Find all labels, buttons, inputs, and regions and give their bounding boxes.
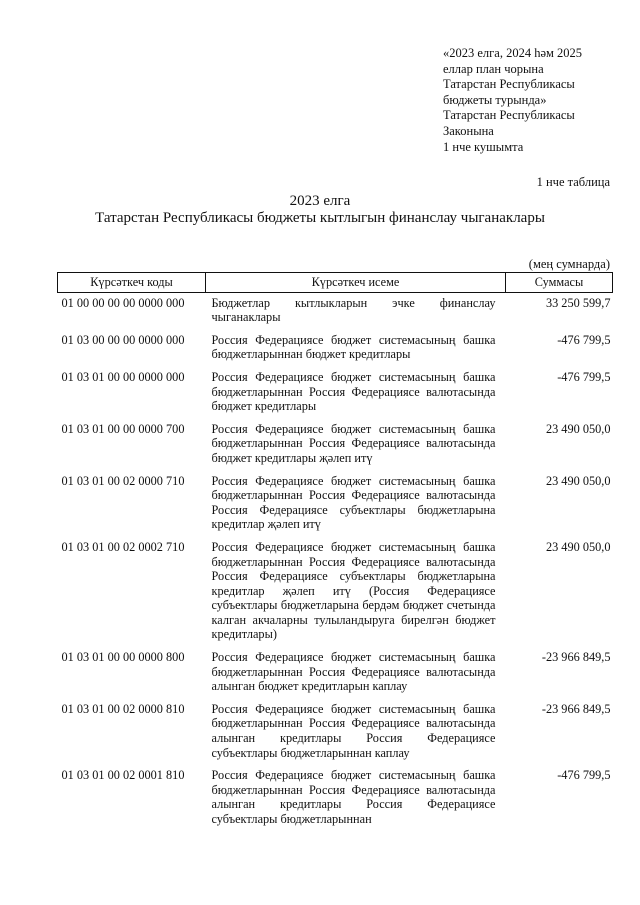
table-row bbox=[58, 370, 613, 422]
row-code: 01 03 01 00 02 0000 810 bbox=[61, 701, 185, 716]
row-code: 01 03 01 00 00 0000 000 bbox=[61, 369, 185, 384]
note-line: «2023 елга, 2024 һәм 2025 bbox=[443, 46, 583, 60]
row-sum: -23 966 849,5 bbox=[541, 650, 611, 665]
table-header-row bbox=[58, 273, 613, 293]
table-row bbox=[58, 474, 613, 540]
row-sum: 23 490 050,0 bbox=[545, 473, 611, 488]
header-code: Күрсәткеч коды bbox=[58, 273, 206, 293]
row-code: 01 03 01 00 02 0001 810 bbox=[61, 768, 185, 783]
row-code: 01 03 01 00 00 0000 700 bbox=[61, 421, 185, 436]
row-name: Бюджетлар кытлыкларын эчке финанслау чыганаклары bbox=[211, 295, 496, 325]
row-code: 01 03 01 00 02 0002 710 bbox=[61, 539, 185, 554]
table-row bbox=[58, 650, 613, 702]
note-line: бюджеты турында» bbox=[443, 92, 547, 107]
title-year: 2023 елга bbox=[289, 193, 351, 209]
row-name: Россия Федерациясе бюджет системасының башка бюджетларыннан Россия Федерациясе валютасында алынган кредитлары Россия Федерациясе субъектлары бюджетларыннан каплау bbox=[211, 701, 496, 760]
header-sum: Суммасы bbox=[506, 273, 613, 293]
header-name: Күрсәткеч исеме bbox=[206, 273, 506, 293]
row-sum: 23 490 050,0 bbox=[545, 539, 611, 554]
units-note: (мең сумнарда) bbox=[528, 257, 610, 271]
law-reference-note bbox=[443, 46, 611, 155]
table-row bbox=[58, 333, 613, 370]
row-name: Россия Федерациясе бюджет системасының башка бюджетларыннан Россия Федерациясе валютасында бюджет кредитлары җәлеп итү bbox=[211, 421, 496, 465]
note-line: Законына bbox=[443, 123, 494, 138]
table-row bbox=[58, 292, 613, 333]
row-sum: -476 799,5 bbox=[557, 332, 611, 347]
row-name: Россия Федерациясе бюджет системасының башка бюджетларыннан Россия Федерациясе валютасында бюджет кредитлары bbox=[211, 369, 496, 414]
row-sum: 23 490 050,0 bbox=[545, 421, 611, 436]
table-row bbox=[58, 702, 613, 768]
row-code: 01 00 00 00 00 0000 000 bbox=[61, 295, 185, 310]
table-row bbox=[58, 422, 613, 474]
note-line: Татарстан Республикасы bbox=[443, 77, 575, 92]
row-name: Россия Федерациясе бюджет системасының башка бюджетларыннан Россия Федерациясе валютасында алынган бюджет кредитларын каплау bbox=[211, 650, 496, 694]
row-sum: 33 250 599,7 bbox=[545, 295, 611, 310]
row-name: Россия Федерациясе бюджет системасының башка бюджетларыннан Россия Федерациясе валютасында Россия Федерациясе субъектлары бюджетларына кредитлар җәлеп итү (Россия Федерациясе субъектлары бюджетларына бердәм бюджет счетында калган акчаларны тулыландыруга бирелгән бюджет кредитлары) bbox=[211, 539, 496, 642]
row-sum: -476 799,5 bbox=[557, 768, 611, 783]
table-number: 1 нче таблица bbox=[536, 175, 610, 189]
row-code: 01 03 01 00 02 0000 710 bbox=[61, 473, 185, 488]
row-name: Россия Федерациясе бюджет системасының башка бюджетларыннан Россия Федерациясе валютасында Россия Федерациясе субъектлары бюджетларына кредитлар җәлеп итү bbox=[211, 473, 496, 532]
financing-sources-table bbox=[57, 272, 613, 827]
row-sum: -476 799,5 bbox=[557, 369, 611, 384]
row-code: 01 03 00 00 00 0000 000 bbox=[61, 332, 185, 347]
note-line: 1 нче кушымта bbox=[443, 139, 524, 154]
note-line: еллар план чорына bbox=[443, 61, 544, 76]
table-row bbox=[58, 540, 613, 650]
row-name: Россия Федерациясе бюджет системасының башка бюджетларыннан Россия Федерациясе валютасында алынган кредитлары Россия Федерациясе субъектлары бюджетларыннан bbox=[211, 768, 496, 826]
row-name: Россия Федерациясе бюджет системасының башка бюджетларыннан бюджет кредитлары bbox=[211, 332, 496, 362]
page-title: Татарстан Республикасы бюджеты кытлыгын финанслау чыганаклары bbox=[95, 210, 545, 226]
row-code: 01 03 01 00 00 0000 800 bbox=[61, 650, 185, 665]
table-row bbox=[58, 768, 613, 826]
note-line: Татарстан Республикасы bbox=[443, 108, 575, 123]
row-sum: -23 966 849,5 bbox=[541, 701, 611, 716]
